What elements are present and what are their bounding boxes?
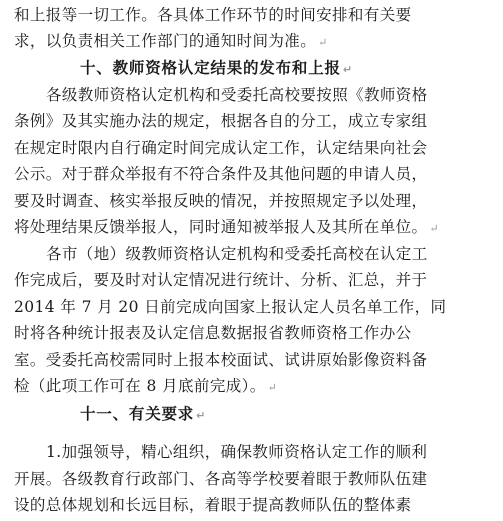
text-line-11	[14, 267, 503, 293]
text-line-5	[14, 108, 503, 134]
text-line-15	[14, 373, 503, 399]
heading-text: 十一、有关要求	[80, 405, 195, 423]
text-line-4	[46, 82, 503, 108]
line-text: 和上报等一切工作。各具体工作环节的时间安排和有关要	[14, 6, 412, 24]
line-text: 求，以负责相关工作部门的通知时间为准。	[14, 32, 317, 50]
paragraph-return-icon: ↵	[267, 381, 278, 394]
line-text: 公示。对于群众举报有不符合条件及其他问题的申请人员，	[14, 165, 428, 183]
line-text: 各市（地）级教师资格认定机构和受委托高校在认定工	[46, 245, 428, 263]
text-line-1	[14, 2, 503, 28]
paragraph-return-icon: ↵	[429, 222, 440, 235]
line-text: 开展。各级教育行政部门、各高等学校要着眼于教师队伍建	[14, 470, 428, 488]
line-text: 设的总体规划和长远目标，着眼于提高教师队伍的整体素	[14, 496, 412, 514]
text-line-13	[14, 320, 503, 346]
text-line-18	[46, 439, 503, 465]
line-text: 作完成后，要及时对认定情况进行统计、分析、汇总，并于	[14, 271, 428, 289]
line-text: 室。受委托高校需同时上报本校面试、试讲原始影像资料备	[14, 351, 428, 369]
text-line-7	[14, 161, 503, 187]
line-text: 各级教师资格认定机构和受委托高校要按照《教师资格	[46, 86, 428, 104]
line-text: 要及时调查、核实举报反映的情况，并按照规定予以处理，	[14, 192, 428, 210]
section-heading-10	[80, 55, 503, 81]
text-line-2	[14, 28, 503, 54]
text-line-14	[14, 347, 503, 373]
text-line-6	[14, 135, 503, 161]
line-text: 1.加强领导，精心组织，确保教师资格认定工作的顺利	[46, 443, 428, 461]
line-text: 2014 年 7 月 20 日前完成向国家上报认定人员名单工作，同	[14, 298, 447, 316]
heading-text: 十、教师资格认定结果的发布和上报	[80, 59, 341, 77]
text-line-20	[14, 492, 503, 518]
line-text: 在规定时限内自行确定时间完成认定工作，认定结果向社会	[14, 139, 428, 157]
text-line-12	[14, 294, 503, 320]
text-line-8	[14, 188, 503, 214]
text-line-10	[46, 241, 503, 267]
section-heading-11	[80, 401, 503, 427]
line-text: 时将各种统计报表及认定信息数据报省教师资格工作办公	[14, 324, 412, 342]
line-text: 条例》及其实施办法的规定，根据各自的分工，成立专家组	[14, 112, 428, 130]
paragraph-return-icon: ↵	[318, 36, 328, 49]
text-line-9	[14, 214, 503, 240]
paragraph-return-icon: ↵	[342, 63, 353, 76]
paragraph-return-icon: ↵	[196, 409, 207, 422]
text-line-19	[14, 466, 503, 492]
line-text: 将处理结果反馈举报人，同时通知被举报人及其所在单位。	[14, 218, 428, 236]
line-text: 检（此项工作可在 8 月底前完成）。	[14, 377, 266, 395]
